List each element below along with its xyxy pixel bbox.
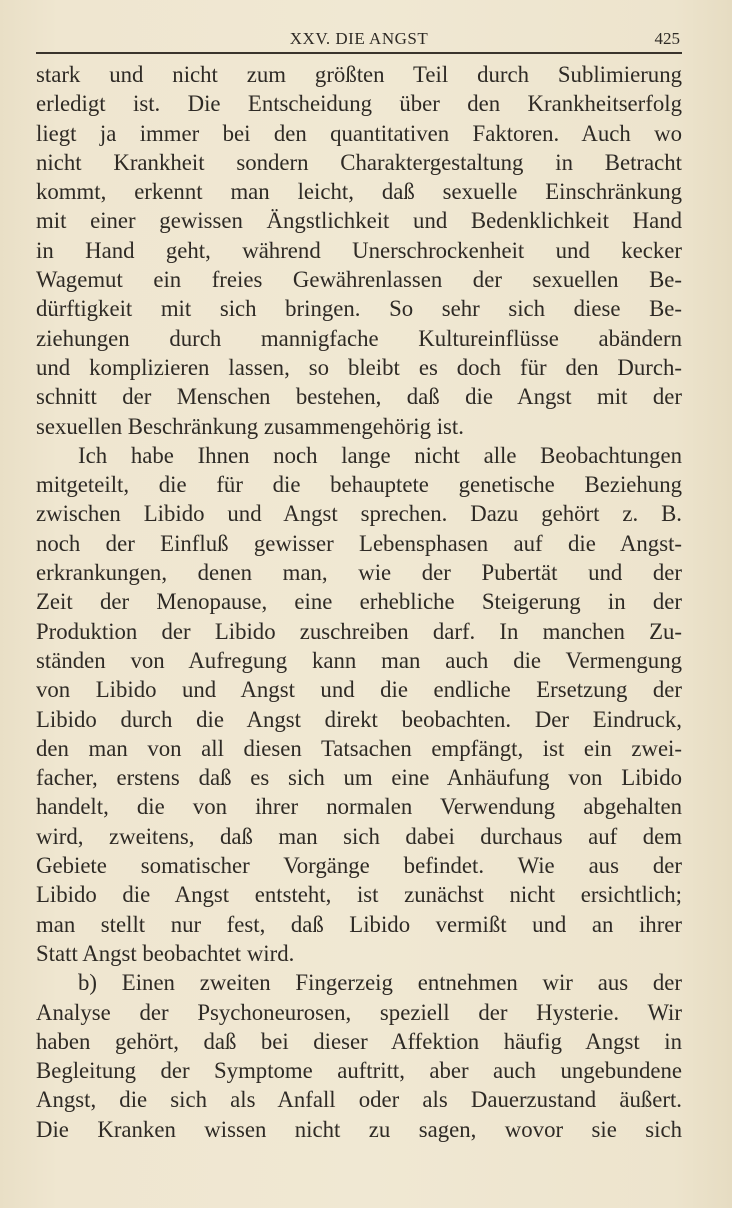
text-line: zwischen Libido und Angst sprechen. Dazu gehört z. B. [36, 501, 682, 527]
text-line: nicht Krankheit sondern Charaktergestaltung in Betracht [36, 149, 682, 175]
text-line: dürftigkeit mit sich bringen. So sehr sich diese Be- [36, 296, 682, 322]
text-line: mitgeteilt, die für die behauptete genetische Beziehung [36, 472, 682, 498]
text-line: liegt ja immer bei den quantitativen Faktoren. Auch wo [36, 120, 682, 146]
text-line: kommt, erkennt man leicht, daß sexuelle Einschränkung [36, 179, 682, 205]
text-line: b) Einen zweiten Fingerzeig entnehmen wir aus der [78, 970, 682, 996]
page-number: 425 [654, 29, 680, 48]
text-line: erledigt ist. Die Entscheidung über den Krankheitserfolg [36, 91, 682, 117]
text-line: haben gehört, daß bei dieser Affektion häufig Angst in [36, 1028, 682, 1054]
text-line: in Hand geht, während Unerschrockenheit und kecker [36, 237, 682, 263]
text-line: Begleitung der Symptome auftritt, aber auch ungebundene [36, 1058, 682, 1084]
text-line: facher, erstens daß es sich um eine Anhäufung von Libido [36, 765, 682, 791]
text-line: erkrankungen, denen man, wie der Pubertät und der [36, 560, 682, 586]
text-line: Ich habe Ihnen noch lange nicht alle Beobachtungen [78, 442, 682, 468]
running-head: XXV. DIE ANGST [289, 29, 429, 48]
text-line: Wagemut ein freies Gewährenlassen der sexuellen Be- [36, 267, 682, 293]
text-line: Die Kranken wissen nicht zu sagen, wovor sie sich [36, 1116, 682, 1142]
text-line: und komplizieren lassen, so bleibt es doch für den Durch- [36, 354, 682, 380]
text-line: Libido die Angst entsteht, ist zunächst nicht ersichtlich; [36, 882, 682, 908]
text-line: handelt, die von ihrer normalen Verwendung abgehalten [36, 794, 682, 820]
text-line: schnitt der Menschen bestehen, daß die Angst mit der [36, 384, 682, 410]
page-header [36, 28, 682, 54]
text-line: Produktion der Libido zuschreiben darf. In manchen Zu- [36, 618, 682, 644]
text-line: sexuellen Beschränkung zusammengehörig ist. [36, 413, 464, 439]
text-line: Libido durch die Angst direkt beobachten. Der Eindruck, [36, 706, 682, 732]
text-line: wird, zweitens, daß man sich dabei durchaus auf dem [36, 823, 682, 849]
text-line: Analyse der Psychoneurosen, speziell der Hysterie. Wir [36, 999, 682, 1025]
text-line: Gebiete somatischer Vorgänge befindet. Wie aus der [36, 853, 682, 879]
text-line: noch der Einfluß gewisser Lebensphasen auf die Angst- [36, 530, 682, 556]
text-line: von Libido und Angst und die endliche Ersetzung der [36, 677, 682, 703]
text-line: ziehungen durch mannigfache Kultureinflüsse abändern [36, 325, 682, 351]
text-line: Zeit der Menopause, eine erhebliche Steigerung in der [36, 589, 682, 615]
text-line: stark und nicht zum größten Teil durch Sublimierung [36, 62, 682, 87]
text-line: Angst, die sich als Anfall oder als Dauerzustand äußert. [36, 1087, 682, 1113]
body-text [36, 60, 682, 1144]
text-line: mit einer gewissen Ängstlichkeit und Bedenklichkeit Hand [36, 208, 682, 234]
text-line: man stellt nur fest, daß Libido vermißt und an ihrer [36, 911, 682, 937]
text-line: den man von all diesen Tatsachen empfängt, ist ein zwei- [36, 735, 682, 761]
text-line: Statt Angst beobachtet wird. [36, 940, 295, 966]
text-line: ständen von Aufregung kann man auch die Vermengung [36, 647, 682, 673]
